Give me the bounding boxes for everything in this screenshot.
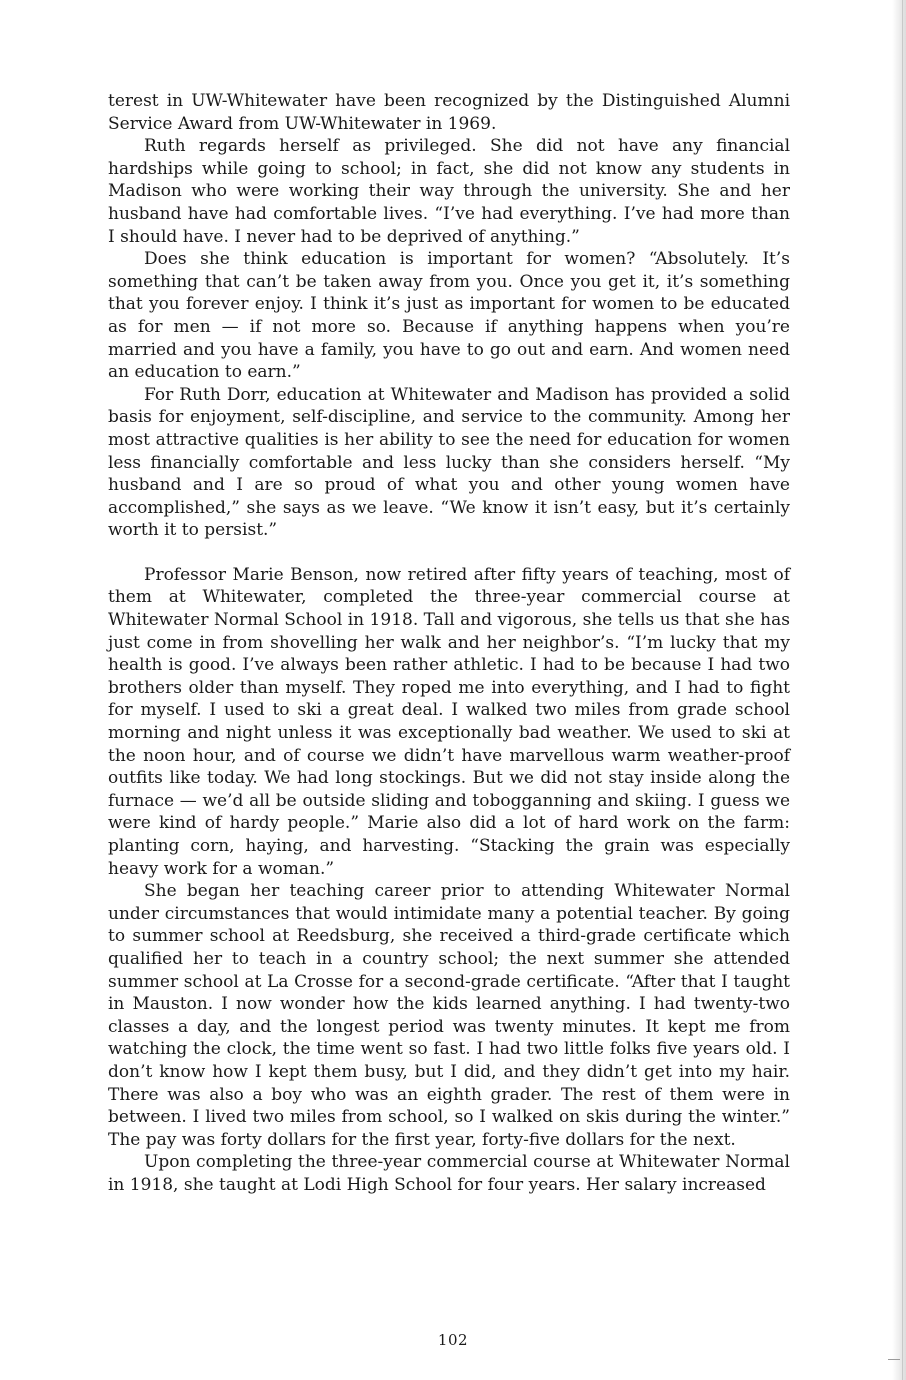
paragraph-teaching-career: She began her teaching career prior to attending Whitewater Normal under circumstances that would intimidate many a potential teacher. By going to summer school at Reedsburg, she received a third-grade certificate which qualified her to teach in a country school; the next summer she attended summer school at La Crosse for a second-grade certificate. “After that I taught in Mauston. I now wonder how the kids learned anything. I had twenty-two classes a day, and the longest period was twenty minutes. It kept me from watching the clock, the time went so fast. I had two little folks five years old. I don’t know how I kept them busy, but I did, and they didn’t get into my hair. There was also a boy who was an eighth grader. The rest of them were in between. I lived two miles from school, so I walked on skis during the winter.” The pay was forty dollars for the first year, forty-five dollars for the next. <box>108 881 790 1150</box>
scan-edge-mark <box>888 1359 900 1360</box>
paragraph-education-women: Does she think education is important for women? “Absolutely. It’s something that can’t be taken away from you. Once you get it, it’s something that you forever enjoy. I think it’s just as important for women to be educated as for men — if not more so. Because if anything happens when you’re married and you have a family, you have to go out and earn. And women need an education to earn.” <box>108 249 790 383</box>
paragraph-ruth-privileged: Ruth regards herself as privileged. She did not have any financial hardships while going to school; in fact, she did not know any students in Madison who were working their way through the university. She and her husband have had comfortable lives. “I’ve had everything. I’ve had more than I should have. I never had to be deprived of anything.” <box>108 136 790 247</box>
scan-edge-line <box>902 0 903 1380</box>
paragraph-marie-benson-intro: Professor Marie Benson, now retired after fifty years of teaching, most of them at Whitewater, completed the three-year commercial course at Whitewater Normal School in 1918. Tall and vigorous, she tells us that she has just come in from shovelling her walk and her neighbor’s. “I’m lucky that my health is good. I’ve always been rather athletic. I had to be because I had two brothers older than myself. They roped me into everything, and I had to fight for myself. I used to ski a great deal. I walked two miles from grade school morning and night unless it was exceptionally bad weather. We used to ski at the noon hour, and of course we didn’t have marvellous warm weather-proof outfits like today. We had long stockings. But we did not stay inside along the furnace — we’d all be outside sliding and tobogganning and skiing. I guess we were kind of hardy people.” Marie also did a lot of hard work on the farm: planting corn, haying, and harvesting. “Stacking the grain was especially heavy work for a woman.” <box>108 564 790 879</box>
page-body <box>108 90 790 1197</box>
page-number: 102 <box>437 1331 469 1349</box>
paragraph-lodi-high-school: Upon completing the three-year commercial course at Whitewater Normal in 1918, she taught at Lodi High School for four years. Her salary increased <box>108 1152 790 1195</box>
paragraph-continued-award: terest in UW-Whitewater have been recognized by the Distinguished Alumni Service Award from UW-Whitewater in 1969. <box>108 91 790 134</box>
section-break <box>108 542 790 564</box>
paragraph-ruth-dorr-summary: For Ruth Dorr, education at Whitewater and Madison has provided a solid basis for enjoyment, self-discipline, and service to the community. Among her most attractive qualities is her ability to see the need for education for women less financially comfortable and less lucky than she considers herself. “My husband and I are so proud of what you and other young women have accomplished,” she says as we leave. “We know it isn’t easy, but it’s certainly worth it to persist.” <box>108 384 790 541</box>
scan-page-edge <box>892 0 906 1380</box>
